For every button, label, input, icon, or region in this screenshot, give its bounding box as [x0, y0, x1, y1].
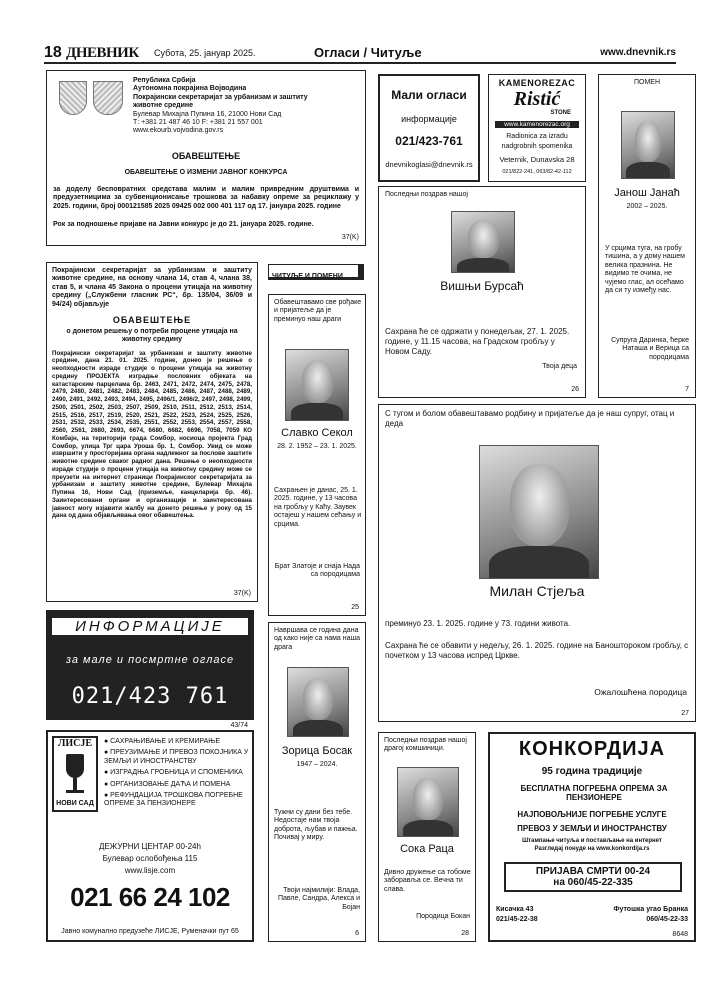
header-date: Субота, 25. јануар 2025.: [154, 48, 256, 58]
goblet-icon: [66, 754, 84, 778]
obituary-intro: Последњи поздрав нашој драгој комшиници.: [384, 737, 467, 753]
obituary-soka: Последњи поздрав нашој драгој комшиници. Сока Раца Дивно дружење са тобоме заборавља се. Вечна ти слава. Породица Бокан 28: [378, 732, 476, 942]
deceased-years: 1947 – 2024.: [296, 761, 338, 768]
lisje-logo: ЛИСЈЕ НОВИ САД: [52, 736, 98, 812]
obituary-signature: Ожалошћена породица: [594, 687, 687, 697]
website[interactable]: www.dnevnik.rs: [600, 47, 676, 58]
pomen-signature: Супруга Даринка, ћерке Наташа и Верица са породицама: [611, 337, 689, 361]
portrait-photo: [451, 211, 515, 273]
ad-code: 37(K): [341, 234, 359, 241]
pomen-text: У срцима туга, на гробу тишина, а у дому нашем велика празнина. Не видимо те очима, не чујемо глас, ал осећамо да си ту између нас.: [605, 245, 685, 294]
coat-of-arms-icon: [59, 81, 87, 115]
kamenorezac-top: KAMENOREZAC: [498, 78, 576, 88]
notice-subtitle: о донетом решењу о потреби процене утицаја на животну средину: [66, 327, 238, 344]
paper-logo: ДНЕВНИК: [66, 45, 139, 61]
obituary-signature: Твоји најмилији: Влада, Павле, Сандра, Алекса и Бојан: [277, 887, 360, 911]
page-number: 18: [44, 44, 62, 61]
deceased-name: Сока Раца: [400, 843, 454, 855]
portrait-photo: [287, 667, 349, 737]
notice-body: за доделу бесповратних средстава малим и малим привредним друштвима и предузетницима за субвенционисање трошкова за набавку опреме за рециклажу у 2025. години, број 000121585 2025 09425 002 000 401 117 од 17. јануара 2025. године: [53, 186, 359, 210]
obituary-signature: Породица Бокан: [416, 913, 470, 920]
gov-notice: [46, 70, 366, 246]
informacije-subtitle: за мале и посмртне огласе: [65, 654, 235, 666]
pomen-text: Дивно дружење са тобоме заборавља се. Вечна ти слава.: [384, 869, 471, 893]
notice-title: ОБАВЕШТЕЊЕ: [171, 151, 241, 161]
portrait-photo: [285, 349, 349, 421]
obituary-signature: Твоја деца: [542, 363, 577, 370]
obituary-zorica: Навршава се година дана од како није са нама наша драга Зорица Босак 1947 – 2024. Тужни су дани без тебе. Недостаје нам твоја доброта, љубав и пажња. Почивај у миру. Твоји најмилији: Влада, Павле, Сандра, Алекса и Бојан 6: [268, 622, 366, 942]
deceased-years: 2002 – 2025.: [626, 203, 668, 210]
konkordija-ad: КОНКОРДИЈА 95 година традиције БЕСПЛАТНА ПОГРЕБНА ОПРЕМА ЗА ПЕНЗИОНЕРЕ НАЈПОВОЉНИЈЕ ПОГРЕБНЕ УСЛУГЕ ПРЕВОЗ У ЗЕМЉИ И ИНОСТРАНСТВУ Штампање читуља и постављање на интернет Разгледај понуде на www.konkordija.rs ПРИЈАВА СМРТИ 00-24 на 060/45-22-335 Кисачка 43 021/45-22-38 Футошка угао Бранка 060/45-22-33 8648: [488, 732, 696, 942]
obituary-milan: С тугом и болом обавештавамо родбину и пријатеље да је наш супруг, отац и деда Милан Стјеља преминуо 23. 1. 2025. године у 73. години живота. Сахрана ће се обавити у недељу, 26. 1. 2025. године на Баноштороком гробљу, с почетком у 13 часова испред Цркве. Ожалошћена породица 27: [378, 404, 696, 722]
obituary-intro: Навршава се година дана од како није са нама наша драга: [274, 627, 361, 651]
funeral-info: Сахрањен је данас, 25. 1. 2025. године, у 13 часова на гробљу у Кaћу. Заувек остајеш у нашем сећању и срцима.: [274, 487, 362, 528]
pomen-text: Тужни су дани без тебе. Недостаје нам твоја доброта, љубав и пажња. Почивај у миру.: [274, 809, 358, 842]
deceased-name: Славко Секол: [281, 427, 353, 439]
lisje-ad: ЛИСЈЕ НОВИ САД ● САХРАЊИВАЊЕ И КРЕМИРАЊЕ ● ПРЕУЗИМАЊЕ И ПРЕВОЗ ПОКОЈНИКА У ЗЕМЉИ И ИНОСТРАНСТВУ ● ИЗГРАДЊА ГРОБНИЦА И СПОМЕНИКА ● ОРГАНИЗОВАЊЕ ДАЋА И ПОМЕНА ● РЕФУНДАЦИЈА ТРОШКОВА ПОГРЕБНЕ ОПРЕМЕ ЗА ПЕНЗИОНЕРЕ ДЕЖУРНИ ЦЕНТАР 00-24h Булевар ослобођења 115 www.lisje.com 021 66 24 102 Јавно комунално предузеће ЛИСЈЕ, Руменачки пут 65 43/74: [46, 730, 254, 942]
mali-oglasi-phone[interactable]: 021/423-761: [395, 134, 463, 148]
lisje-duty: ДЕЖУРНИ ЦЕНТАР 00-24h: [99, 842, 201, 851]
portrait-photo: [621, 111, 675, 179]
konkordija-title: КОНКОРДИЈА: [518, 738, 666, 760]
section-label-citulje: ЧИТУЉЕ И ПОМЕНИ: [268, 264, 364, 280]
funeral-info: Сахрана ће се одржати у понедељак, 27. 1. 2025. године, у 11.15 часова, на Градском гробљу у Новом Саду.: [385, 327, 570, 356]
obituary-intro: Обавештавамо све рођаке и пријатеље да је преминуо наш драги: [274, 299, 362, 323]
obituary-signature: Брат Златоје и снаја Нада са породицама: [274, 563, 360, 579]
notice-subtitle: ОБАВЕШТЕЊЕ О ИЗМЕНИ ЈАВНОГ КОНКУРСА: [124, 169, 288, 176]
notice-intro: Покрајински секретаријат за урбанизам и заштиту животне средине, на основу члана 14, став 4, члана 38, став 5, и члана 45 Закона о процени утицаја на животну средину („Службени гласник РС“, бр. 135/04, 36/09 и 94/24) објављује: [52, 267, 252, 308]
mali-oglasi-subtitle: информације: [401, 114, 457, 124]
mali-oglasi-ad: [378, 74, 480, 182]
pomen-header: ПОМЕН: [633, 79, 661, 86]
lisje-phone[interactable]: 021 66 24 102: [70, 882, 230, 912]
notice-title: ОБАВЕШТЕЊЕ: [112, 314, 192, 325]
konkordija-duty-box: ПРИЈАВА СМРТИ 00-24 на 060/45-22-335: [504, 862, 682, 892]
konkordija-tradition: 95 година традиције: [541, 766, 643, 777]
kamenorezac-ad: KAMENOREZAC Ristić STONE www.kamenorezac.org Radionica za izradu nadgrobnih spomenika Veternik, Dunavska 28 021/822-241, 063/82-42-112: [488, 74, 586, 182]
kamenorezac-name: Ristić: [513, 88, 561, 110]
posl-visnji: Последњи поздрав нашој Вишњи Бурсаћ Сахрана ће се одржати у понедељак, 27. 1. 2025. године, у 11.15 часова, на Градском гробљу у Новом Саду. Твоја деца 26: [378, 186, 586, 398]
informacije-ad: [46, 610, 254, 720]
services-list: ● САХРАЊИВАЊЕ И КРЕМИРАЊЕ ● ПРЕУЗИМАЊЕ И ПРЕВОЗ ПОКОЈНИКА У ЗЕМЉИ И ИНОСТРАНСТВУ ● ИЗГРАДЊА ГРОБНИЦА И СПОМЕНИКА ● ОРГАНИЗОВАЊЕ ДАЋА И ПОМЕНА ● РЕФУНДАЦИЈА ТРОШКОВА ПОГРЕБНЕ ОПРЕМЕ ЗА ПЕНЗИОНЕРЕ: [104, 738, 249, 808]
informacije-title: ИНФОРМАЦИЈЕ: [52, 618, 248, 635]
section-title: Огласи / Читуље: [314, 45, 422, 60]
urban-notice: Покрајински секретаријат за урбанизам и заштиту животне средине, на основу члана 14, став 4, члана 38, став 5, и члана 45 Закона о процени утицаја на животну средину („Службени гласник РС“, бр. 135/04, 36/09 и 94/24) објављује ОБАВЕШТЕЊЕ о донетом решењу о потреби процене утицаја на животну средину Покрајински секретаријат за урбанизам и заштиту животне средине, дана 21. 01. 2025. године, донео је решење о неопходности израде студије о процени утицаја на животну средину ПРОЈЕКТА изградње пословних објеката на катастарским парцелама бр. 2463, 2471, 2472, 2474, 2475, 2478, 2479, 2480, 2481, 2482, 2483, 2484, 2485, 2486, 2487, 2488, 2489, 2490, 2491, 2492, 2493, 2494, 2495, 2496/1, 2496/2, 2497, 2498, 2499, 2500, 2501, 2502, 2503, 2507, 2509, 2510, 2511, 2512, 2513, 2514, 2515, 2516, 2517, 2519, 2520, 2521, 2522, 2523, 2524, 2525, 2526, 2531, 2532, 2533, 2534, 2535, 2551, 2552, 2553, 2554, 2557, 2558, 2560, 2561, 2680, 2693, 6674, 6680, 6682, 6696, 7058, 7059 КО Комбајн, на територији града Сомбор, носиоца пројекта Град Сомбор, улица Трг цара Уроша бр. 1, Сомбор. Увид се може извршити у просторијама органа надлежног за послове заштите животне средине сваког радног дана. Решење о неопходности израде студије о процени утицаја на животну средину може се преузети на интернет страници Покрајинског секретаријата за урбанизам и заштиту животне средине, Булевар Михајла Пупина 16, Нови Сад (приземље, канцеларија бр. 46). Заинтересовани органи и организације и заинтересована јавност могу изјавити жалбу на донето решење у року од 15 дана од дана објављивања овог обавештења. 37(K): [46, 262, 258, 602]
deceased-name: Вишњи Бурсаћ: [440, 279, 524, 293]
lisje-footer: Јавно комунално предузеће ЛИСЈЕ, Руменачки пут 65: [61, 928, 239, 935]
mali-oglasi-title: Мали огласи: [391, 88, 467, 102]
org-block: Република Србија Аутономна покрајина Војводина Покрајински секретаријат за урбанизам и заштиту животне средине Булевар Михајла Пупина 16, 21000 Нови Сад Т: +381 21 487 46 10 F: +381 21 557 001 www.ekourb.vojvodina.gov.rs: [133, 77, 308, 135]
obituary-slavko: Обавештавамо све рођаке и пријатеље да је преминуо наш драги Славко Секол 28. 2. 1952 – 23. 1. 2025. Сахрањен је данас, 25. 1. 2025. године, у 13 часова на гробљу у Кaћу. Заувек остајеш у нашем сећању и срцима. Брат Златоје и снаја Нада са породицама 25: [268, 294, 366, 616]
lisje-address: Булевар ослобођења 115: [102, 854, 198, 863]
kamenorezac-url[interactable]: www.kamenorezac.org: [495, 121, 579, 128]
page-header: [44, 44, 676, 64]
lisje-web[interactable]: www.lisje.com: [124, 866, 176, 875]
deceased-name: Јанош Јанаћ: [614, 187, 680, 199]
obituary-intro: Последњи поздрав нашој: [385, 191, 468, 198]
obituary-intro: С тугом и болом обавештавамо родбину и пријатеље да је наш супруг, отац и деда: [385, 409, 675, 428]
mali-oglasi-email[interactable]: dnevnikoglasi@dnevnik.rs: [385, 160, 473, 169]
deceased-name: Зорица Босак: [281, 745, 353, 757]
portrait-photo: [479, 445, 599, 579]
pomen-janos: ПОМЕН Јанош Јанаћ 2002 – 2025. У срцима туга, на гробу тишина, а у дому нашем велика празнина. Не видимо те очима, не чујемо глас, ал осећамо да си ту између нас. Супруга Даринка, ћерке Наташа и Верица са породицама 7: [598, 74, 696, 398]
deceased-name: Милан Стјеља: [489, 583, 585, 599]
notice-deadline: Рок за подношење пријаве на Јавни конкурс је до 21. јануара 2025. године.: [53, 221, 314, 228]
informacije-phone[interactable]: 021/423 761: [71, 684, 229, 709]
notice-body: Покрајински секретаријат за урбанизам и заштиту животне средине, дана 21. 01. 2025. године, донео је решење о неопходности израде студије о процени утицаја на животну средину ПРОЈЕКТА изградње пословних објеката на катастарским парцелама бр. 2463, 2471, 2472, 2474, 2475, 2478, 2479, 2480, 2481, 2482, 2483, 2484, 2485, 2486, 2487, 2488, 2489, 2490, 2491, 2492, 2493, 2494, 2495, 2496/1, 2496/2, 2497, 2498, 2499, 2500, 2501, 2502, 2503, 2507, 2509, 2510, 2511, 2512, 2513, 2514, 2515, 2516, 2517, 2519, 2520, 2521, 2522, 2523, 2524, 2525, 2526, 2531, 2532, 2533, 2534, 2535, 2551, 2552, 2553, 2554, 2557, 2558, 2560, 2561, 2680, 2693, 6674, 6680, 6682, 6696, 7058, 7059 КО Комбајн, на територији града Сомбор, носиоца пројекта Град Сомбор, улица Трг цара Уроша бр. 1, Сомбор. Увид се може извршити у просторијама органа надлежног за послове заштите животне средине сваког радног дана. Решење о неопходности израде студије о процени утицаја на животну средину може се преузети на интернет страници Покрајинског секретаријата за урбанизам и заштиту животне средине, Булевар Михајла Пупина 16, Нови Сад (приземље, канцеларија бр. 46). Заинтересовани органи и организације и заинтересована јавност могу изјавити жалбу на донето решење у року од 15 дана од дана објављивања овог обавештења.: [52, 349, 252, 520]
kamenorezac-stone: STONE: [550, 110, 571, 116]
deceased-dates: 28. 2. 1952 – 23. 1. 2025.: [277, 443, 357, 450]
portrait-photo: [397, 767, 459, 837]
funeral-info: Сахрана ће се обавити у недељу, 26. 1. 2025. године на Баноштороком гробљу, с почетком у 13 часова испред Цркве.: [385, 641, 689, 660]
death-info: преминуо 23. 1. 2025. године у 73. години живота.: [385, 619, 571, 628]
coat-of-arms-icon: [93, 81, 123, 115]
